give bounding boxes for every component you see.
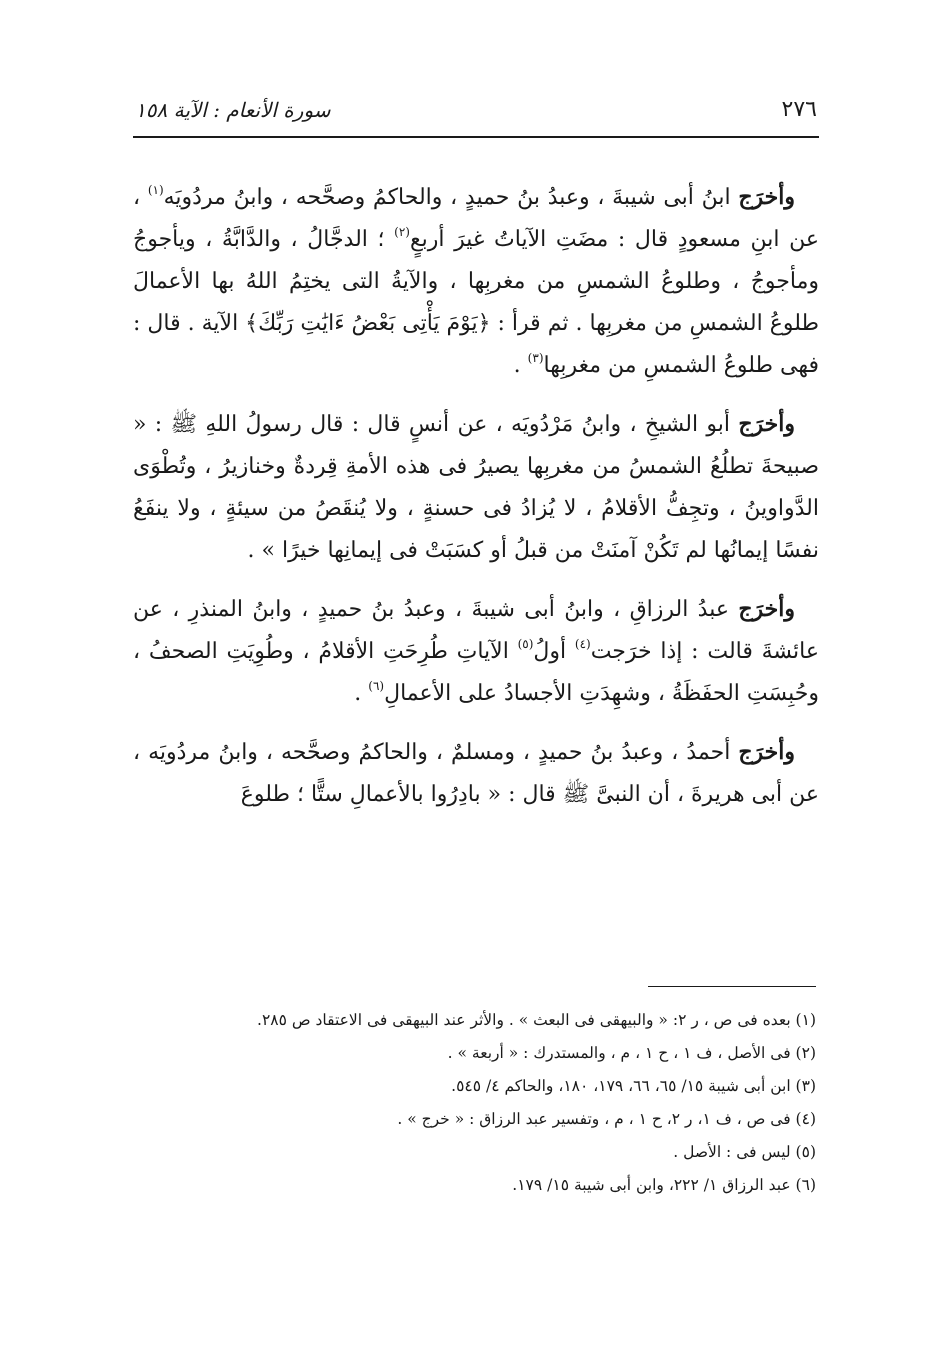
footnote-ref[interactable]: (٣) [527,351,544,365]
paragraph-text: ؛ الدجَّالُ ، والدَّابَّةُ ، ويأجوجُ ومأجوجُ ، وطلوعُ الشمسِ من مغربِها ، والآيةُ التى يختِمُ اللهُ بها الأعمالَ طلوعُ الشمسِ من مغربِها . ثم قرأ : ﴿يَوْمَ يَأْتِى بَعْضُ ءَايَٰتِ رَبِّكَ﴾ الآية . قال : فهى طلوعُ الشمسِ من مغربِها [133,227,819,378]
paragraph-text: أبو الشيخِ ، وابنُ مَرْدُويَه ، عن أنسٍ قال : قال رسولُ اللهِ ﷺ : « صبيحةَ تطلُعُ الشمسُ من مغربِها يصيرُ فى هذه الأمةِ قِردةٌ وخنازيرُ ، وتُطْوَى الدَّواوينُ ، وتجِفُّ الأقلامُ ، لا يُزادُ فى حسنةٍ ، ولا يُنقَصُ من سيئةٍ ، ولا ينفَعُ نفسًا إيمانُها لم تَكُنْ آمنَتْ من قبلُ أو كسَبَتْ فى إيمانِها خيرًا » . [133,412,819,563]
paragraph-lead: وأخرَج [738,596,795,622]
paragraph-lead: وأخرَج [738,739,795,765]
footnote-ref[interactable]: (٦) [368,679,385,693]
footnote-4: (٤) فى ص ، ف ١، ر ٢، ح ١ ، م ، وتفسير عبد الرزاق : « خرج » . [397,1110,816,1128]
paragraph-text: . [513,353,528,378]
paragraph-text: الآياتِ طُرِحَتِ الأقلامُ ، وطُوِيَتِ الصحفُ ، وحُبِسَتِ الحفَظَةُ ، وشهِدَتِ الأجسادُ على الأعمالِ [133,639,819,706]
footnote-3: (٣) ابن أبى شيبة ١٥/ ٦٥، ٦٦، ١٧٩، ١٨٠، والحاكم ٤/ ٥٤٥. [451,1077,816,1095]
paragraph-text: عبدُ الرزاقِ ، وابنُ أبى شيبةَ ، وعبدُ بنُ حميدٍ ، وابنُ المنذرِ ، عن عائشةَ قالت : إذا خرَجت [133,597,820,664]
page-number: ٢٧٦ [781,97,817,122]
running-title: سورة الأنعام : الآية ١٥٨ [135,98,331,122]
footnote-separator [648,986,816,987]
paragraph-lead: وأخرَج [738,184,795,210]
paragraph-2 [133,403,819,572]
main-text [133,176,819,816]
footnote-ref[interactable]: (٢) [394,225,410,239]
footnote-ref[interactable]: (٤) [574,637,591,651]
page-header [135,88,817,122]
paragraph-text: . [354,681,369,706]
paragraph-4 [133,731,819,816]
paragraph-3 [133,588,819,715]
footnote-6: (٦) عبد الرزاق ١/ ٢٢٢، وابن أبى شيبة ١٥/ ١٧٩. [512,1176,816,1194]
footnote-ref[interactable]: (١) [147,183,164,197]
footnote-1: (١) بعده فى ص ، ر ٢: « والبيهقى فى البعث » . والأثر عند البيهقى فى الاعتقاد ص ٢٨٥. [257,1011,816,1029]
footnotes [150,1004,816,1202]
paragraph-text: ابنُ أبى شيبةَ ، وعبدُ بنُ حميدٍ ، والحاكمُ وصحَّحه ، وابنُ مردُويَه [163,185,739,210]
footnote-ref[interactable]: (٥) [517,637,534,651]
paragraph-1 [133,176,819,387]
paragraph-text: ، عن ابنِ مسعودٍ قال : مضَتِ الآياتُ غيرَ أربعٍ [133,185,820,252]
header-rule [133,136,819,138]
footnote-5: (٥) ليس فى : الأصل . [673,1143,816,1161]
paragraph-text: أحمدُ ، وعبدُ بنُ حميدٍ ، ومسلمٌ ، والحاكمُ وصحَّحه ، وابنُ مردُويَه ، عن أبى هريرةَ ، أن النبىَّ ﷺ قال : « بادِرُوا بالأعمالِ ستًّا ؛ طلوعَ [133,740,819,807]
paragraph-lead: وأخرَج [738,411,795,437]
paragraph-text: أولُ [533,639,575,664]
footnote-2: (٢) فى الأصل ، ف ١ ، ح ١ ، م ، والمستدرك : « أربعة » . [447,1044,816,1062]
